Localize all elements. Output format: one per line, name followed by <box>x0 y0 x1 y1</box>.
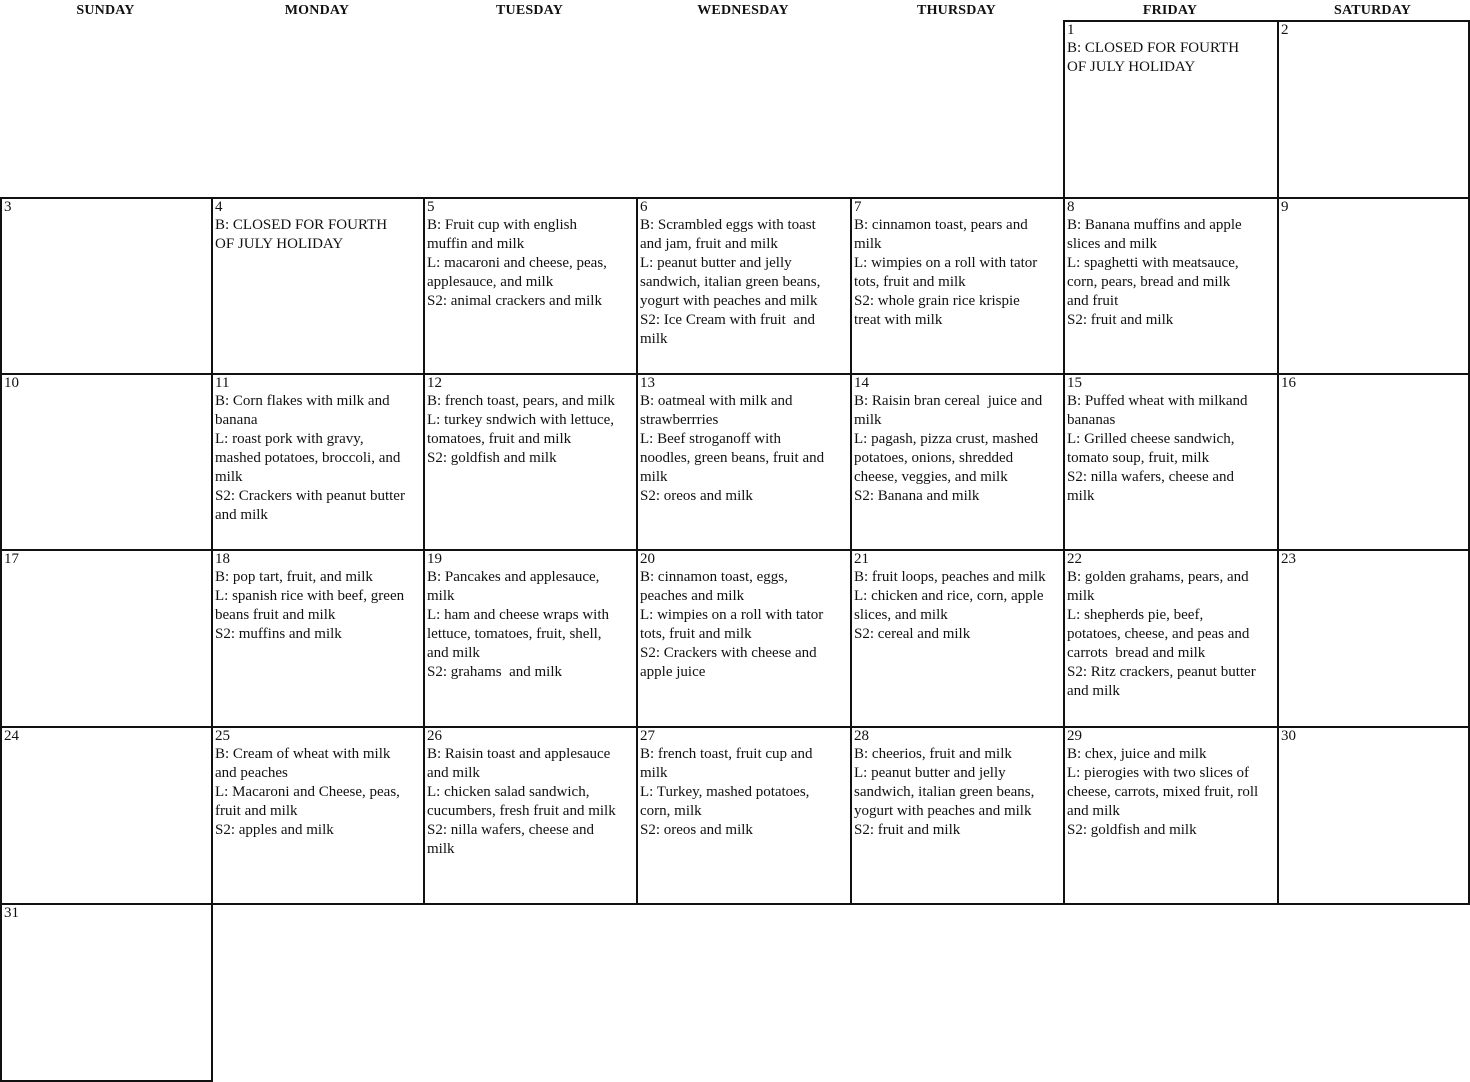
day-number: 8 <box>1067 199 1075 215</box>
day-cell <box>636 373 852 551</box>
menu-entries <box>1067 745 1275 840</box>
menu-entries <box>854 392 1061 506</box>
day-number: 28 <box>854 728 869 744</box>
day-number: 9 <box>1281 199 1289 215</box>
menu-entries <box>1067 216 1275 330</box>
menu-line: potatoes, cheese, and peas and <box>1067 626 1250 642</box>
menu-line: B: Pancakes and applesauce, <box>427 569 600 585</box>
menu-line: S2: nilla wafers, cheese and <box>427 822 595 838</box>
menu-entries <box>640 216 848 349</box>
day-number: 29 <box>1067 728 1082 744</box>
menu-line: L: Beef stroganoff with <box>640 431 781 447</box>
menu-line: L: Turkey, mashed potatoes, <box>640 784 810 800</box>
day-cell <box>1063 373 1279 551</box>
menu-entries <box>427 392 634 468</box>
day-cell <box>1277 373 1470 551</box>
menu-line: B: Puffed wheat with milkand <box>1067 393 1248 409</box>
menu-line: tomatoes, fruit and milk <box>427 431 572 447</box>
menu-line: sandwich, italian green beans, <box>640 274 821 290</box>
menu-line: and milk <box>427 645 480 661</box>
menu-line: S2: goldfish and milk <box>427 450 557 466</box>
day-number: 24 <box>4 728 19 744</box>
day-cell <box>211 549 425 728</box>
menu-line: B: Fruit cup with english <box>427 217 577 233</box>
menu-line: beans fruit and milk <box>215 607 336 623</box>
menu-line: L: macaroni and cheese, peas, <box>427 255 607 271</box>
day-cell <box>211 197 425 375</box>
day-cell <box>1063 197 1279 375</box>
day-number: 11 <box>215 375 230 391</box>
menu-line: S2: Ritz crackers, peanut butter <box>1067 664 1256 680</box>
menu-line: milk <box>640 765 668 781</box>
menu-line: S2: goldfish and milk <box>1067 822 1197 838</box>
day-cell <box>1277 726 1470 905</box>
menu-line: B: fruit loops, peaches and milk <box>854 569 1046 585</box>
menu-line: B: Cream of wheat with milk <box>215 746 391 762</box>
menu-line: cheese, veggies, and milk <box>854 469 1008 485</box>
day-cell <box>1277 20 1470 199</box>
menu-line: L: peanut butter and jelly <box>854 765 1006 781</box>
menu-line: S2: fruit and milk <box>854 822 961 838</box>
menu-line: S2: fruit and milk <box>1067 312 1174 328</box>
menu-line: milk <box>215 469 243 485</box>
menu-line: B: pop tart, fruit, and milk <box>215 569 373 585</box>
menu-entries <box>1067 392 1275 506</box>
menu-entries <box>640 392 848 506</box>
weekday-header-monday: MONDAY <box>284 3 350 18</box>
day-number: 3 <box>4 199 12 215</box>
day-cell <box>636 549 852 728</box>
menu-line: yogurt with peaches and milk <box>854 803 1032 819</box>
menu-line: milk <box>640 469 668 485</box>
day-number: 16 <box>1281 375 1296 391</box>
day-number: 5 <box>427 199 435 215</box>
menu-line: S2: grahams and milk <box>427 664 562 680</box>
day-number: 14 <box>854 375 869 391</box>
menu-entries <box>1067 39 1275 77</box>
day-number: 26 <box>427 728 442 744</box>
menu-line: peaches and milk <box>640 588 745 604</box>
menu-line: L: spanish rice with beef, green <box>215 588 405 604</box>
menu-line: tots, fruit and milk <box>640 626 752 642</box>
menu-line: B: french toast, pears, and milk <box>427 393 615 409</box>
day-cell <box>850 197 1065 375</box>
menu-line: milk <box>427 588 455 604</box>
day-cell <box>211 373 425 551</box>
menu-line: treat with milk <box>854 312 943 328</box>
menu-line: milk <box>1067 488 1095 504</box>
menu-line: B: cinnamon toast, pears and <box>854 217 1028 233</box>
day-number: 23 <box>1281 551 1296 567</box>
day-cell <box>423 373 638 551</box>
day-cell <box>423 197 638 375</box>
menu-line: and milk <box>1067 683 1120 699</box>
menu-line: S2: cereal and milk <box>854 626 971 642</box>
day-number: 21 <box>854 551 869 567</box>
menu-line: B: Corn flakes with milk and <box>215 393 390 409</box>
day-number: 18 <box>215 551 230 567</box>
day-cell <box>850 726 1065 905</box>
menu-entries <box>215 392 421 525</box>
menu-line: S2: Crackers with peanut butter <box>215 488 405 504</box>
menu-line: lettuce, tomatoes, fruit, shell, <box>427 626 602 642</box>
menu-entries <box>854 745 1061 840</box>
menu-line: and fruit <box>1067 293 1119 309</box>
menu-line: corn, pears, bread and milk <box>1067 274 1231 290</box>
day-cell <box>1063 726 1279 905</box>
menu-line: L: wimpies on a roll with tator <box>854 255 1038 271</box>
day-cell <box>0 549 213 728</box>
menu-line: B: CLOSED FOR FOURTH <box>215 217 388 233</box>
menu-entries <box>427 568 634 682</box>
menu-line: strawberrries <box>640 412 719 428</box>
day-number: 7 <box>854 199 862 215</box>
menu-line: sandwich, italian green beans, <box>854 784 1035 800</box>
day-cell <box>850 549 1065 728</box>
day-number: 12 <box>427 375 442 391</box>
menu-line: and jam, fruit and milk <box>640 236 778 252</box>
menu-line: applesauce, and milk <box>427 274 554 290</box>
menu-line: B: french toast, fruit cup and <box>640 746 813 762</box>
menu-line: milk <box>1067 588 1095 604</box>
menu-entries <box>640 568 848 682</box>
menu-line: L: Macaroni and Cheese, peas, <box>215 784 400 800</box>
menu-entries <box>215 568 421 644</box>
menu-line: B: CLOSED FOR FOURTH <box>1067 40 1240 56</box>
menu-line: bananas <box>1067 412 1116 428</box>
menu-line: B: cheerios, fruit and milk <box>854 746 1012 762</box>
menu-line: milk <box>854 236 882 252</box>
menu-entries <box>215 745 421 840</box>
day-number: 19 <box>427 551 442 567</box>
day-cell <box>1063 549 1279 728</box>
menu-line: fruit and milk <box>215 803 298 819</box>
menu-line: muffin and milk <box>427 236 525 252</box>
day-cell <box>423 549 638 728</box>
weekday-header-saturday: SATURDAY <box>1333 3 1412 18</box>
menu-entries <box>1067 568 1275 701</box>
day-number: 6 <box>640 199 648 215</box>
day-cell <box>0 197 213 375</box>
day-cell <box>211 726 425 905</box>
menu-line: cheese, carrots, mixed fruit, roll <box>1067 784 1259 800</box>
menu-line: and milk <box>1067 803 1120 819</box>
menu-line: OF JULY HOLIDAY <box>1067 59 1196 75</box>
menu-line: banana <box>215 412 258 428</box>
menu-line: cucumbers, fresh fruit and milk <box>427 803 616 819</box>
menu-line: S2: animal crackers and milk <box>427 293 602 309</box>
day-cell <box>636 726 852 905</box>
day-number: 30 <box>1281 728 1296 744</box>
menu-entries <box>640 745 848 840</box>
menu-line: milk <box>640 331 668 347</box>
day-number: 10 <box>4 375 19 391</box>
menu-line: yogurt with peaches and milk <box>640 293 818 309</box>
menu-line: corn, milk <box>640 803 702 819</box>
weekday-header-tuesday: TUESDAY <box>495 3 564 18</box>
day-number: 1 <box>1067 22 1075 38</box>
menu-line: and milk <box>215 507 268 523</box>
menu-line: L: Grilled cheese sandwich, <box>1067 431 1235 447</box>
menu-line: B: Raisin bran cereal juice and <box>854 393 1043 409</box>
menu-entries <box>854 216 1061 330</box>
day-number: 17 <box>4 551 19 567</box>
menu-line: B: Scrambled eggs with toast <box>640 217 816 233</box>
menu-line: OF JULY HOLIDAY <box>215 236 344 252</box>
menu-line: B: chex, juice and milk <box>1067 746 1207 762</box>
menu-line: S2: oreos and milk <box>640 488 753 504</box>
day-number: 13 <box>640 375 655 391</box>
day-number: 4 <box>215 199 223 215</box>
menu-line: S2: oreos and milk <box>640 822 753 838</box>
menu-line: S2: Banana and milk <box>854 488 980 504</box>
menu-line: L: turkey sndwich with lettuce, <box>427 412 615 428</box>
day-number: 15 <box>1067 375 1082 391</box>
menu-line: B: cinnamon toast, eggs, <box>640 569 788 585</box>
weekday-header-sunday: SUNDAY <box>76 3 135 18</box>
menu-line: and peaches <box>215 765 288 781</box>
day-cell <box>850 373 1065 551</box>
menu-line: B: Raisin toast and applesauce <box>427 746 611 762</box>
day-number: 22 <box>1067 551 1082 567</box>
menu-line: B: golden grahams, pears, and <box>1067 569 1249 585</box>
menu-line: L: pagash, pizza crust, mashed <box>854 431 1039 447</box>
menu-entries <box>854 568 1061 644</box>
menu-line: B: oatmeal with milk and <box>640 393 793 409</box>
menu-line: S2: Ice Cream with fruit and <box>640 312 815 328</box>
day-cell <box>0 726 213 905</box>
weekday-header-thursday: THURSDAY <box>917 3 996 18</box>
menu-line: B: Banana muffins and apple <box>1067 217 1242 233</box>
menu-line: L: pierogies with two slices of <box>1067 765 1250 781</box>
menu-line: L: roast pork with gravy, <box>215 431 364 447</box>
menu-line: slices and milk <box>1067 236 1157 252</box>
day-cell <box>636 197 852 375</box>
menu-line: apple juice <box>640 664 706 680</box>
weekday-header-wednesday: WEDNESDAY <box>697 3 789 18</box>
menu-line: mashed potatoes, broccoli, and <box>215 450 401 466</box>
menu-entries <box>427 745 634 859</box>
menu-line: L: chicken and rice, corn, apple <box>854 588 1044 604</box>
menu-line: milk <box>854 412 882 428</box>
day-number: 2 <box>1281 22 1289 38</box>
day-cell <box>0 373 213 551</box>
menu-line: L: wimpies on a roll with tator <box>640 607 824 623</box>
menu-line: S2: muffins and milk <box>215 626 342 642</box>
menu-line: slices, and milk <box>854 607 948 623</box>
day-cell <box>1277 197 1470 375</box>
weekday-header-friday: FRIDAY <box>1142 3 1198 18</box>
day-cell <box>1063 20 1279 199</box>
day-number: 25 <box>215 728 230 744</box>
menu-line: tots, fruit and milk <box>854 274 966 290</box>
menu-line: L: spaghetti with meatsauce, <box>1067 255 1239 271</box>
menu-entries <box>427 216 634 311</box>
day-cell <box>1277 549 1470 728</box>
menu-line: L: chicken salad sandwich, <box>427 784 590 800</box>
menu-line: S2: whole grain rice krispie <box>854 293 1020 309</box>
menu-line: L: peanut butter and jelly <box>640 255 792 271</box>
menu-line: L: ham and cheese wraps with <box>427 607 610 623</box>
menu-line: S2: Crackers with cheese and <box>640 645 817 661</box>
menu-line: and milk <box>427 765 480 781</box>
day-number: 20 <box>640 551 655 567</box>
menu-line: carrots bread and milk <box>1067 645 1206 661</box>
day-number: 31 <box>4 905 19 921</box>
menu-entries <box>215 216 421 254</box>
menu-line: S2: apples and milk <box>215 822 334 838</box>
menu-line: L: shepherds pie, beef, <box>1067 607 1204 623</box>
menu-line: milk <box>427 841 455 857</box>
day-cell <box>423 726 638 905</box>
menu-line: tomato soup, fruit, milk <box>1067 450 1210 466</box>
menu-line: noodles, green beans, fruit and <box>640 450 825 466</box>
day-cell <box>0 903 213 1082</box>
menu-line: potatoes, onions, shredded <box>854 450 1014 466</box>
menu-line: S2: nilla wafers, cheese and <box>1067 469 1235 485</box>
day-number: 27 <box>640 728 655 744</box>
